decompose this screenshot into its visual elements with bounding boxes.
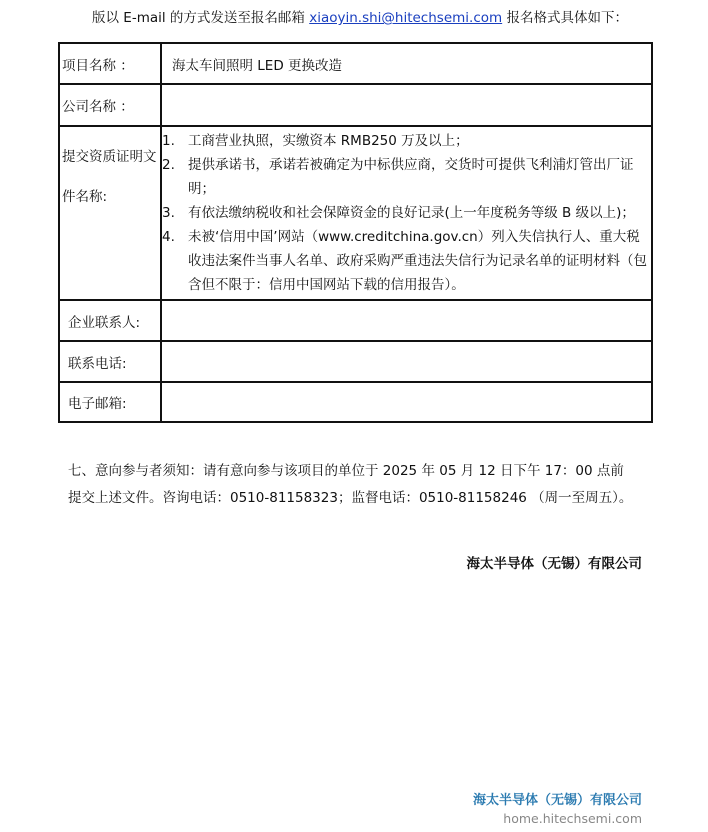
intro-prefix: 版以 E-mail 的方式发送至报名邮箱 bbox=[92, 10, 310, 26]
company-row bbox=[59, 84, 652, 126]
requirements-label-line1: 提交资质证明文 bbox=[62, 149, 157, 165]
email-label: 电子邮箱: bbox=[59, 382, 161, 422]
participant-notice bbox=[68, 458, 658, 512]
company-label: 公司名称 ： bbox=[59, 84, 161, 126]
project-row bbox=[59, 43, 652, 84]
requirement-item bbox=[162, 129, 649, 153]
company-value-cell[interactable] bbox=[161, 84, 652, 126]
requirement-item bbox=[162, 201, 649, 225]
requirement-number: 1. bbox=[162, 133, 175, 149]
notice-line1: 七、意向参与者须知：请有意向参与该项目的单位于 2025 年 05 月 12 日下午 17：00 点前 bbox=[68, 463, 624, 479]
requirements-cell bbox=[161, 126, 652, 300]
requirements-row bbox=[59, 126, 652, 300]
project-value: 海太车间照明 LED 更换改造 bbox=[161, 43, 652, 84]
company-signature: 海太半导体（无锡）有限公司 bbox=[466, 556, 642, 572]
footer-company-name: 海太半导体（无锡）有限公司 bbox=[472, 793, 642, 808]
registration-form-table bbox=[58, 42, 653, 423]
requirement-number: 3. bbox=[162, 205, 175, 221]
contact-value-cell[interactable] bbox=[161, 300, 652, 341]
contact-row bbox=[59, 300, 652, 341]
requirement-number: 2. bbox=[162, 157, 175, 173]
requirement-text: 工商营业执照，实缴资本 RMB250 万及以上； bbox=[188, 133, 469, 149]
requirements-list bbox=[162, 127, 651, 299]
email-row bbox=[59, 382, 652, 422]
requirement-text: 有依法缴纳税收和社会保障资金的良好记录(上一年度税务等级 B 级以上)； bbox=[188, 205, 635, 221]
requirement-item bbox=[162, 153, 649, 201]
requirement-item bbox=[162, 225, 649, 297]
requirement-text: 提供承诺书，承诺若被确定为中标供应商，交货时可提供飞利浦灯管出厂证明； bbox=[188, 157, 634, 197]
notice-line2: 提交上述文件。咨询电话：0510-81158323；监督电话：0510-81158246 （周一至周五）。 bbox=[68, 490, 633, 506]
phone-row bbox=[59, 341, 652, 382]
email-value-cell[interactable] bbox=[161, 382, 652, 422]
intro-line bbox=[92, 6, 628, 26]
requirement-text: 未被‘信用中国’网站（www.creditchina.gov.cn）列入失信执行人、重大税收违法案件当事人名单、政府采购严重违法失信行为记录名单的证明材料（包含但不限于：信用中国网站下载的信用报告）。 bbox=[188, 229, 647, 293]
intro-suffix: 报名格式具体如下： bbox=[502, 10, 628, 26]
phone-value-cell[interactable] bbox=[161, 341, 652, 382]
project-label: 项目名称 ： bbox=[59, 43, 161, 84]
requirements-label-line2: 件名称: bbox=[62, 189, 108, 205]
footer-website: home.hitechsemi.com bbox=[503, 811, 642, 826]
contact-label: 企业联系人: bbox=[59, 300, 161, 341]
registration-email-link[interactable]: xiaoyin.shi@hitechsemi.com bbox=[309, 10, 503, 26]
requirement-number: 4. bbox=[162, 229, 175, 245]
phone-label: 联系电话: bbox=[59, 341, 161, 382]
requirements-label bbox=[59, 126, 161, 300]
